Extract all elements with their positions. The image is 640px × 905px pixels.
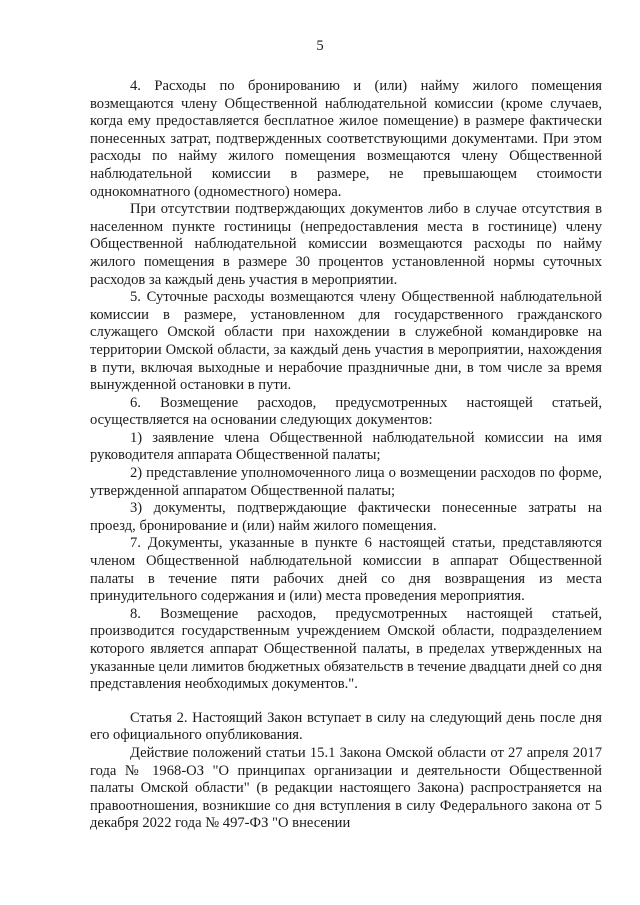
- paragraph-subitem-1: 1) заявление члена Общественной наблюдательной комиссии на имя руководителя аппарата Общественной палаты;: [90, 429, 602, 464]
- paragraph-no-documents: При отсутствии подтверждающих документов либо в случае отсутствия в населенном пункте гостиницы (непредоставления места в гостинице) члену Общественной наблюдательной комиссии возмещаются расходы по найму жилого помещения в размере 30 процентов установленной нормы суточных расходов за каждый день участия в мероприятии.: [90, 201, 602, 288]
- paragraph-subitem-2: 2) представление уполномоченного лица о возмещении расходов по форме, утвержденной аппаратом Общественной палаты;: [90, 465, 602, 499]
- section-spacer: [90, 694, 602, 710]
- paragraph-item-8: 8. Возмещение расходов, предусмотренных настоящей статьей, производится государственным учреждением Омской области, подразделением которого является аппарат Общественной палаты, в пределах утвержденных на указанные цели лимитов бюджетных обязательств в течение двадцати дней со дня представления необходимых документов.".: [90, 605, 602, 693]
- paragraph-article-2: Статья 2. Настоящий Закон вступает в силу на следующий день после дня его официального опубликования.: [90, 709, 602, 744]
- paragraph-subitem-3: 3) документы, подтверждающие фактически понесенные затраты на проезд, бронирование и (или) найм жилого помещения.: [90, 500, 602, 534]
- paragraph-article-2-effect: Действие положений статьи 15.1 Закона Омской области от 27 апреля 2017 года № 1968-ОЗ "О принципах организации и деятельности Общественной палаты Омской области" (в редакции настоящего Закона) распространяется на правоотношения, возникшие со дня вступления в силу Федерального закона от 5 декабря 2022 года № 497-ФЗ "О внесении: [90, 744, 602, 832]
- page-number: 5: [316, 38, 324, 54]
- paragraph-item-6: 6. Возмещение расходов, предусмотренных настоящей статьей, осуществляется на основании следующих документов:: [90, 394, 602, 429]
- paragraph-item-4: 4. Расходы по бронированию и (или) найму жилого помещения возмещаются члену Общественной наблюдательной комиссии (кроме случаев, когда ему предоставляется бесплатное жилое помещение) в размере фактически понесенных затрат, подтвержденных соответствующими документами. При этом расходы по найму жилого помещения возмещаются члену Общественной наблюдательной комиссии в размере, не превышающем стоимости однокомнатного (одноместного) номера.: [90, 78, 602, 200]
- paragraph-item-5: 5. Суточные расходы возмещаются члену Общественной наблюдательной комиссии в размере, установленном для государственного гражданского служащего Омской области при нахождении в служебной командировке на территории Омской области, за каждый день участия в мероприятии, нахождения в пути, включая выходные и нерабочие праздничные дни, в том числе за время вынужденной остановки в пути.: [90, 289, 602, 394]
- document-body: [90, 78, 602, 833]
- paragraph-item-7: 7. Документы, указанные в пункте 6 настоящей статьи, представляются членом Общественной наблюдательной комиссии в аппарат Общественной палаты в течение пяти рабочих дней со дня возвращения из места принудительного содержания и (или) места проведения мероприятия.: [90, 535, 602, 605]
